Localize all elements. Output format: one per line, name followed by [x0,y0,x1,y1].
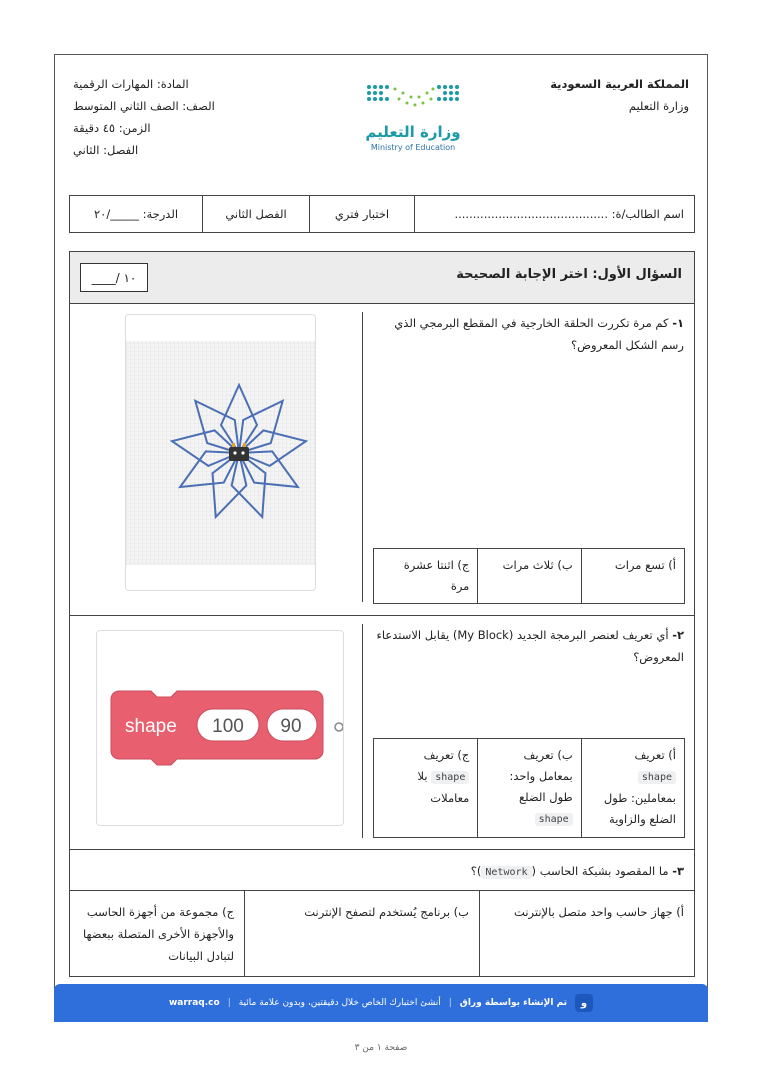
header-right [489,73,689,117]
semester-cell: الفصل الثاني [202,196,309,232]
question-1-body: كم مرة تكررت الحلقة الخارجية في المقطع البرمجي الذي رسم الشكل المعروض؟ [394,316,684,352]
divider-2: | [227,998,231,1008]
q1-option-b[interactable]: ب) ثلاث مرات [477,549,580,603]
star-pattern-image [125,314,316,591]
question-3-body-before: ما المقصود بشبكة الحاسب ( [531,864,669,878]
question-1-number: ١- [672,316,684,330]
q2-option-a[interactable] [581,739,684,837]
grade-label: الصف: الصف الثاني المتوسط [73,99,215,113]
question-2 [70,616,694,850]
site-link[interactable]: warraq.co [168,998,220,1008]
question-3-number: ٣- [672,864,684,878]
block-value-length: 100 [212,716,244,737]
promo-text: أنشئ اختبارك الخاص خلال دقيقتين، وبدون علامة مائية [238,998,441,1008]
question-section [69,251,695,977]
student-name-cell[interactable]: اسم الطالب/ة: .......................................... [414,196,694,232]
subject-label: المادة: المهارات الرقمية [73,77,189,91]
section-title: السؤال الأول: اختر الإجابة الصحيحة [456,267,682,282]
term-label: الفصل: الثاني [73,143,139,157]
q2-option-b[interactable] [477,739,580,837]
q2-option-b-suffix: بمعامل واحد: طول الضلع [509,769,573,804]
q2-option-c[interactable] [374,739,477,837]
question-3-body-after: )؟ [470,864,482,878]
block-label: shape [125,716,177,737]
logo-english-text: Ministry of Education [370,143,456,152]
network-term: Network [481,866,531,879]
question-2-body-after: ) يقابل الاستدعاء المعروض؟ [376,628,684,664]
divider: | [448,998,452,1008]
logo-arabic-text: وزارة التعليم [365,123,461,141]
q2-option-c-prefix: ج) تعريف [423,748,470,762]
student-info-table [69,195,695,233]
q2-option-a-code: shape [638,771,676,784]
question-1-options [373,548,685,604]
page-number: صفحة ١ من ٣ [354,1043,408,1053]
time-label: الزمن: ٤٥ دقيقة [73,121,151,135]
question-3-text [84,860,684,884]
warraq-footer-banner[interactable] [54,984,708,1022]
q2-option-a-prefix: أ) تعريف [634,748,676,762]
question-1 [70,304,694,616]
ministry-name: وزارة التعليم [628,99,689,113]
exam-page [54,54,708,1022]
made-with-text: تم الإنشاء بواسطة وراق [459,998,568,1008]
section-header [70,252,694,304]
shape-block [97,631,344,826]
question-1-text [374,312,684,356]
star-drawing [126,315,316,591]
question-3-options [70,890,694,976]
q2-option-a-suffix: بمعاملين: طول الضلع والزاوية [603,791,676,826]
question-2-options [373,738,685,838]
logo-dots-icon [363,79,463,123]
question-3 [70,850,694,976]
q2-option-c-suffix: بلا معاملات [417,769,470,805]
q3-option-c[interactable]: ج) مجموعة من أجهزة الحاسب والأجهزة الأخرى المتصلة ببعضها لتبادل البيانات [82,905,234,963]
column-divider-2 [362,624,363,838]
scratch-block-image [96,630,344,826]
exam-type-cell: اختبار فتري [309,196,414,232]
question-2-body-before: أي تعريف لعنصر البرمجة الجديد ( [508,628,669,642]
country-name: المملكة العربية السعودية [550,77,689,91]
q2-option-b-code: shape [535,813,573,826]
q2-option-b-prefix: ب) تعريف [523,748,573,762]
question-2-text [374,624,684,668]
ministry-logo [363,79,463,159]
block-value-angle: 90 [280,716,302,737]
section-score-box: ____/ ١٠ [80,263,148,292]
question-2-number: ٢- [672,628,684,642]
q3-option-b[interactable]: ب) برنامج يُستخدم لتصفح الإنترنت [244,891,479,976]
header-left [73,73,293,161]
q1-option-a[interactable]: أ) تسع مرات [581,549,684,603]
column-divider [362,312,363,602]
warraq-logo-icon: و [575,994,593,1012]
q1-option-c[interactable]: ج) اثنتا عشرة مرة [403,558,470,593]
q3-option-a[interactable]: أ) جهاز حاسب واحد متصل بالإنترنت [479,891,694,976]
score-cell: الدرجة: _____/٢٠ [93,207,179,221]
my-block-term: My Block [457,628,509,642]
q2-option-c-code: shape [431,771,469,784]
